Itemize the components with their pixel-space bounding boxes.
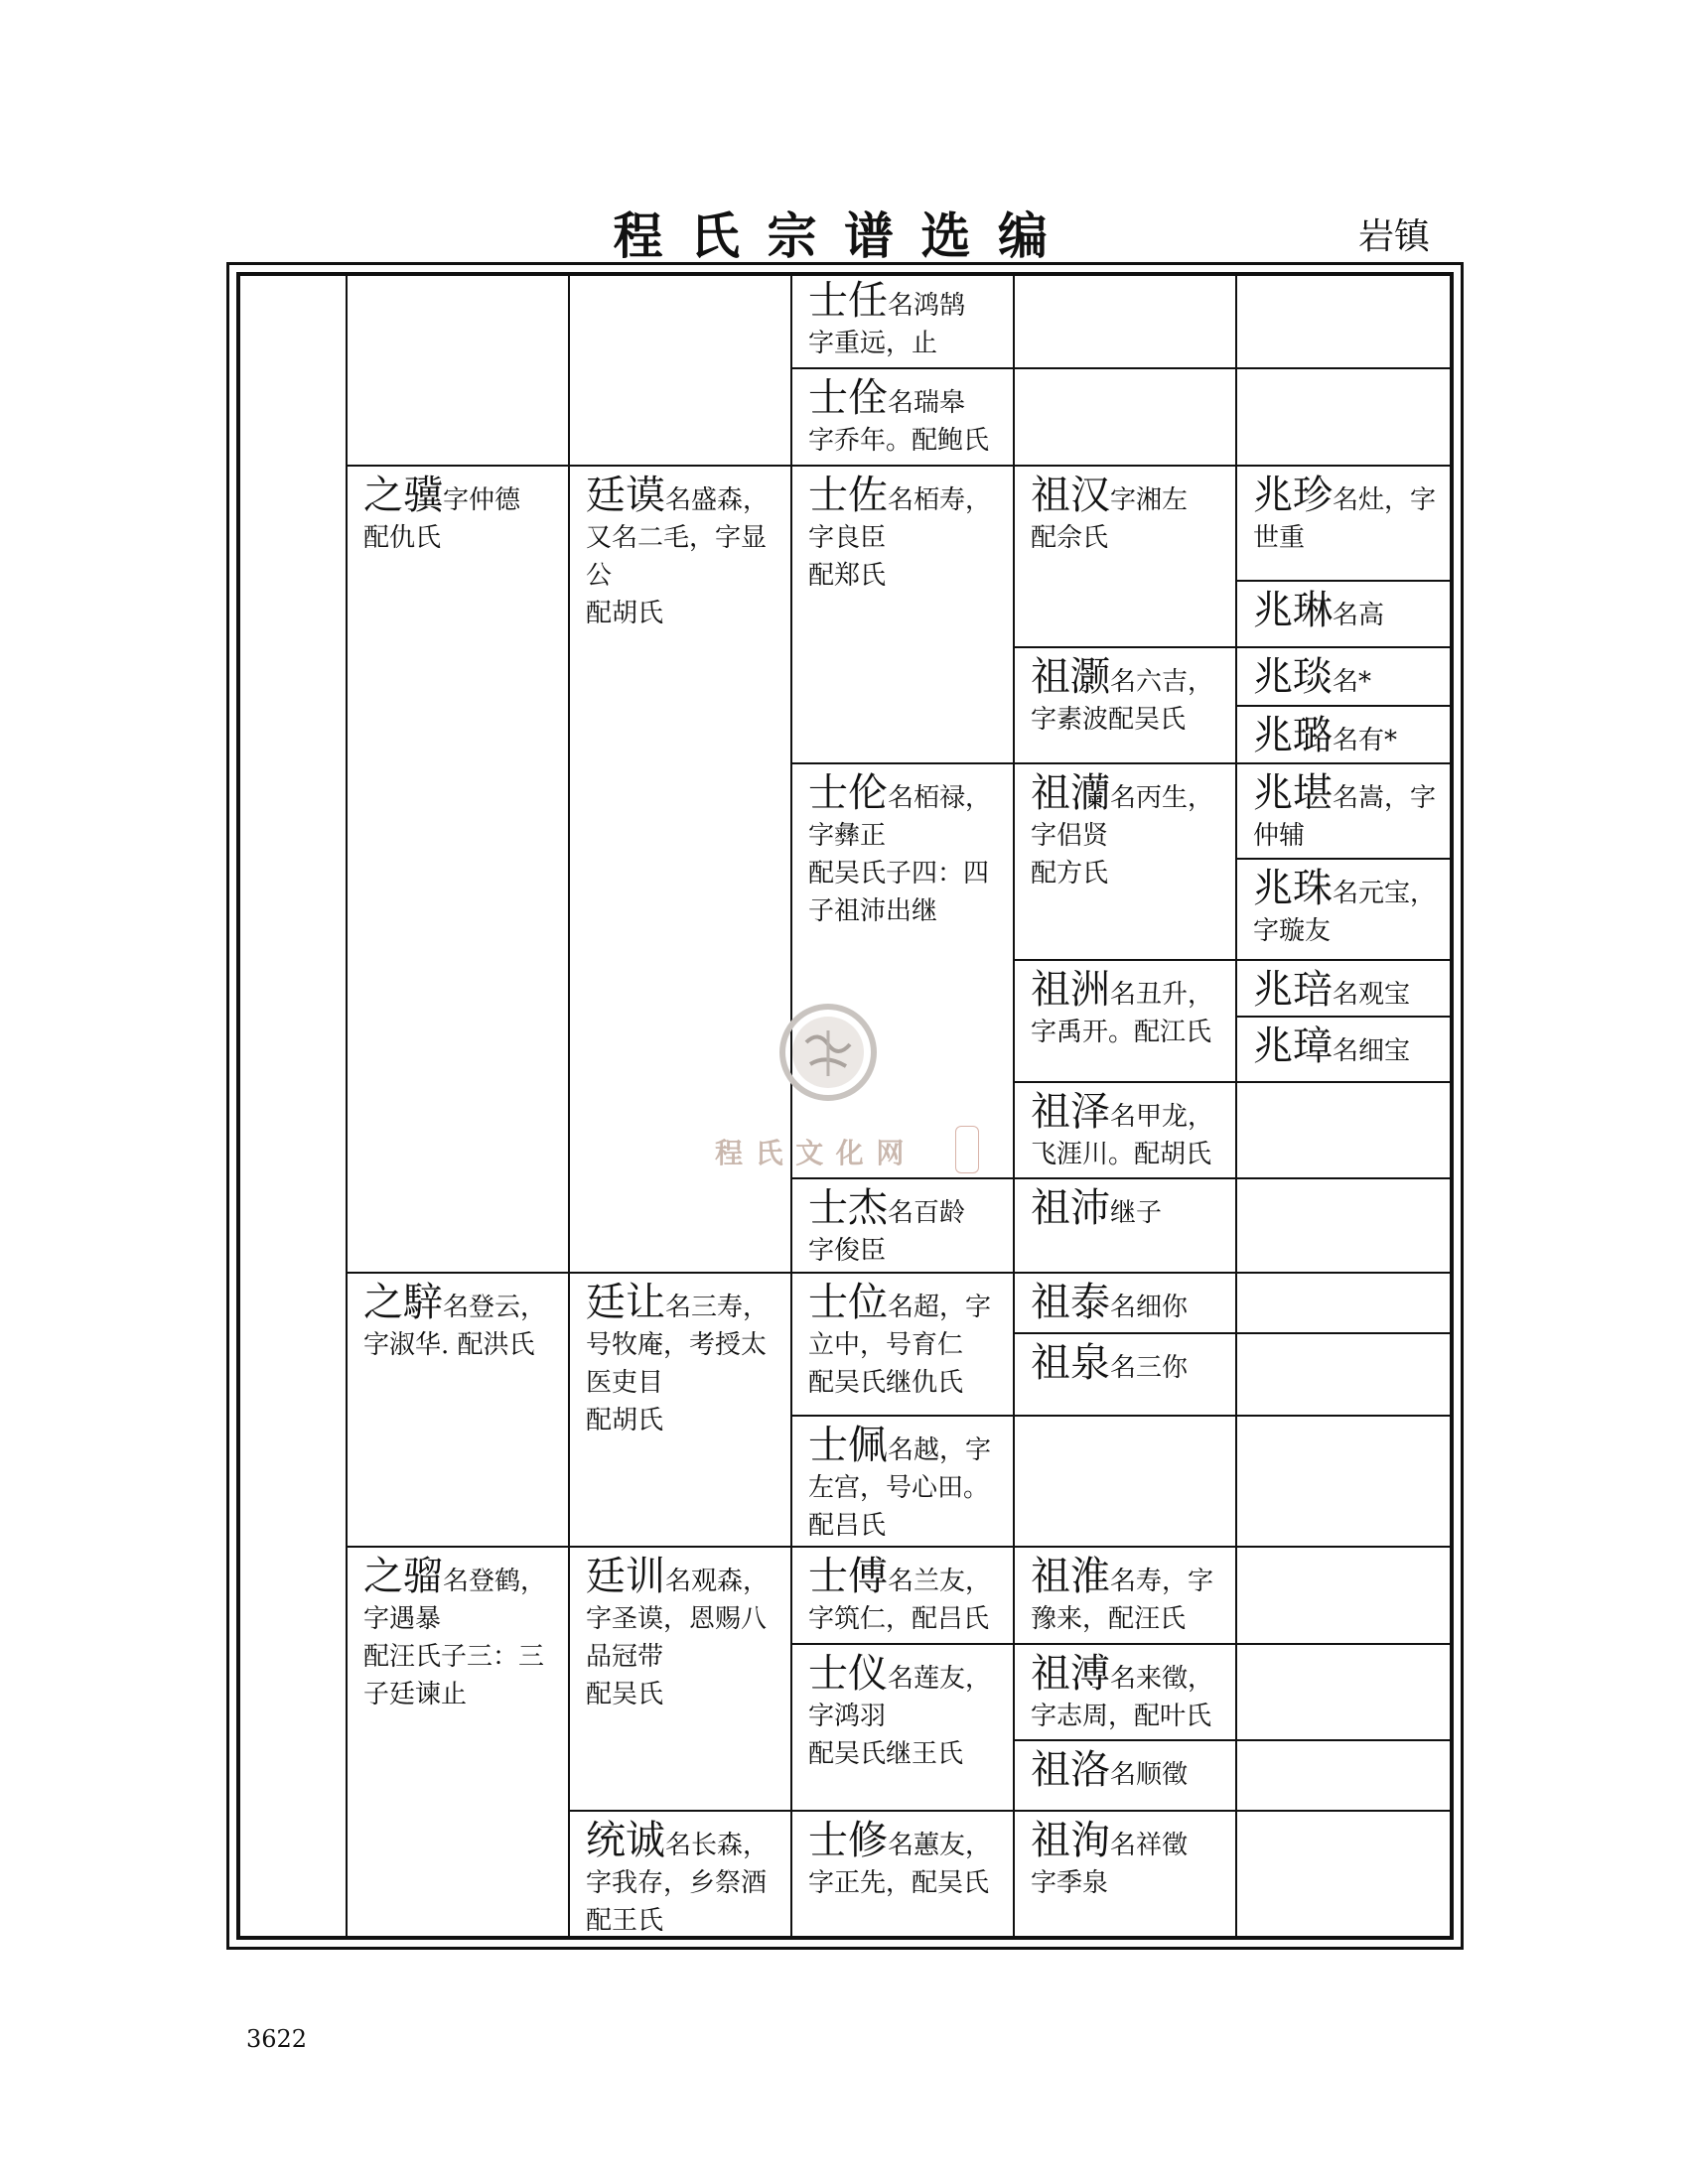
person-detail-line: 飞涯川。配胡氏 xyxy=(1031,1140,1212,1169)
entry-shixiu xyxy=(808,1818,1011,1902)
entry-first-line xyxy=(1253,654,1448,701)
entry-shiwei xyxy=(808,1280,1011,1402)
row-divider xyxy=(1013,1332,1450,1334)
entry-first-line xyxy=(586,1554,788,1600)
entry-zupei xyxy=(1031,1185,1229,1232)
entry-zuzhou xyxy=(1031,967,1229,1051)
entry-first-line xyxy=(363,473,562,519)
page-title: 程氏宗谱选编 xyxy=(613,206,1075,265)
entry-first-line xyxy=(586,473,784,519)
person-detail-line: 配吴氏继王氏 xyxy=(808,1739,964,1769)
person-detail-line: 字遇暴 xyxy=(363,1604,442,1634)
person-detail-line: 配吴氏继仇氏 xyxy=(808,1368,964,1398)
person-name: 士佩 xyxy=(808,1423,888,1468)
entry-first-line xyxy=(808,1818,1011,1864)
person-name: 统诚 xyxy=(586,1818,665,1863)
watermark-seal-icon xyxy=(776,1001,880,1104)
person-detail: 名嵩，字 xyxy=(1333,783,1437,813)
person-name: 廷训 xyxy=(586,1554,665,1599)
entry-zuze xyxy=(1031,1089,1229,1173)
person-detail-line: 配郑氏 xyxy=(808,561,887,591)
entry-first-line xyxy=(363,1280,562,1326)
person-detail: 名观宝 xyxy=(1333,980,1411,1010)
person-detail-line: 字素波配吴氏 xyxy=(1031,705,1187,735)
person-name: 士仪 xyxy=(808,1651,888,1697)
row-divider xyxy=(1013,646,1450,648)
column-divider xyxy=(1013,276,1015,1936)
person-detail: 名三寿， xyxy=(665,1293,770,1322)
person-name: 廷让 xyxy=(586,1280,665,1325)
person-name: 士修 xyxy=(808,1818,888,1863)
entry-first-line xyxy=(808,1280,1011,1326)
person-detail: 名高 xyxy=(1333,601,1385,630)
entry-first-line xyxy=(1253,866,1448,912)
person-name: 兆璐 xyxy=(1253,713,1333,758)
person-detail: 名盛森， xyxy=(665,485,770,515)
entry-first-line xyxy=(586,1280,788,1326)
person-detail-line: 医吏目 xyxy=(586,1368,664,1398)
entry-zhaolu xyxy=(1253,713,1448,759)
person-detail-line: 左宫，号心田。 xyxy=(808,1473,990,1503)
entry-shipei xyxy=(808,1423,1011,1545)
person-detail: 名栢寿， xyxy=(888,485,992,515)
person-name: 廷谟 xyxy=(586,473,665,518)
person-detail-line: 字筑仁，配吕氏 xyxy=(808,1604,990,1634)
person-detail-line: 字俊臣 xyxy=(808,1236,887,1266)
person-detail: 名百龄 xyxy=(888,1198,966,1228)
entry-zutai xyxy=(1031,1280,1229,1326)
entry-tongcheng xyxy=(586,1818,788,1940)
entry-zhiliu xyxy=(363,1554,566,1713)
person-detail-line: 子祖沛出继 xyxy=(808,896,938,926)
person-detail: 名蕙友， xyxy=(888,1831,992,1860)
person-detail-line: 配吴氏子四：四 xyxy=(808,859,990,888)
page-number: 3622 xyxy=(246,2025,308,2053)
entry-zhiji xyxy=(363,473,562,557)
person-detail-line: 配佘氏 xyxy=(1031,523,1109,553)
person-name: 之骥 xyxy=(363,473,443,518)
person-detail: 名瑞皋 xyxy=(888,388,966,418)
person-detail-line: 字侣贤 xyxy=(1031,821,1109,851)
column-divider xyxy=(568,276,570,1936)
entry-first-line xyxy=(1031,1554,1233,1600)
person-detail-line: 字乔年。配鲍氏 xyxy=(808,426,990,456)
person-detail-line: 配吕氏 xyxy=(808,1511,887,1541)
person-detail-line: 配汪氏子三：三 xyxy=(363,1642,545,1672)
row-divider xyxy=(1235,705,1450,707)
person-name: 祖洛 xyxy=(1031,1747,1110,1793)
person-name: 祖汉 xyxy=(1031,473,1110,518)
entry-zuhan xyxy=(1031,473,1229,557)
entry-first-line xyxy=(1253,473,1448,519)
entry-shilun xyxy=(808,770,1011,930)
entry-first-line xyxy=(1031,967,1229,1014)
entry-first-line xyxy=(808,375,1007,422)
column-divider xyxy=(346,276,348,1936)
entry-first-line xyxy=(1253,1024,1448,1070)
person-name: 兆堪 xyxy=(1253,770,1333,816)
person-detail: 名丙生， xyxy=(1110,783,1214,813)
person-detail: 名超，字 xyxy=(888,1293,992,1322)
person-detail-line: 仲辅 xyxy=(1253,821,1306,851)
row-divider xyxy=(790,367,1450,369)
person-name: 祖洵 xyxy=(1031,1818,1110,1863)
person-detail: 名来徵， xyxy=(1110,1664,1214,1694)
entry-first-line xyxy=(808,770,1011,817)
person-detail-line: 配胡氏 xyxy=(586,1406,664,1435)
entry-first-line xyxy=(363,1554,566,1600)
person-name: 士佺 xyxy=(808,375,888,421)
entry-first-line xyxy=(1031,1089,1229,1136)
person-name: 士佐 xyxy=(808,473,888,518)
entry-first-line xyxy=(808,278,1007,325)
entry-zhaozhu xyxy=(1253,866,1448,950)
entry-zhaozhang xyxy=(1253,1024,1448,1070)
region-label: 岩镇 xyxy=(1358,216,1431,257)
person-detail-line: 立中，号育仁 xyxy=(808,1330,964,1360)
entry-first-line xyxy=(1031,1280,1229,1326)
person-name: 兆琣 xyxy=(1253,967,1333,1013)
entry-first-line xyxy=(1031,770,1229,817)
entry-tingxun xyxy=(586,1554,788,1713)
person-detail: 名丑升， xyxy=(1110,980,1214,1010)
entry-first-line xyxy=(1253,967,1448,1014)
person-detail: 名细你 xyxy=(1110,1293,1189,1322)
entry-zuxun xyxy=(1031,1818,1233,1902)
entry-first-line xyxy=(1031,1185,1229,1232)
person-name: 士傅 xyxy=(808,1554,888,1599)
entry-zupu xyxy=(1031,1651,1233,1735)
person-name: 兆琳 xyxy=(1253,588,1333,633)
person-detail-line: 世重 xyxy=(1253,523,1306,553)
person-detail: 名祥徵 xyxy=(1110,1831,1189,1860)
entry-first-line xyxy=(1031,1747,1233,1794)
entry-shizuo xyxy=(808,473,1007,595)
entry-zhaolin xyxy=(1253,588,1448,634)
row-divider xyxy=(790,762,1450,764)
person-name: 祖沛 xyxy=(1031,1185,1110,1231)
person-detail-line: 字禹开。配江氏 xyxy=(1031,1018,1212,1047)
person-name: 士任 xyxy=(808,278,888,324)
person-detail-line: 字良臣 xyxy=(808,523,887,553)
person-name: 兆琰 xyxy=(1253,654,1333,700)
entry-first-line xyxy=(1031,1651,1233,1698)
row-divider xyxy=(346,1546,1450,1548)
entry-first-line xyxy=(808,1554,1011,1600)
person-detail-line: 配吴氏 xyxy=(586,1680,664,1709)
person-detail: 名观森， xyxy=(665,1567,770,1596)
person-detail-line: 配仇氏 xyxy=(363,523,442,553)
entry-first-line xyxy=(808,1651,1011,1698)
person-detail-line: 字我存，乡祭酒 xyxy=(586,1868,768,1898)
person-detail: 名六吉， xyxy=(1110,667,1214,697)
entry-shiren xyxy=(808,278,1007,362)
entry-tingrang xyxy=(586,1280,788,1439)
entry-zhaokan xyxy=(1253,770,1448,855)
row-divider xyxy=(1235,858,1450,860)
row-divider xyxy=(346,1272,1450,1274)
row-divider xyxy=(346,465,1450,467)
person-detail: 名灶，字 xyxy=(1333,485,1437,515)
person-name: 兆珠 xyxy=(1253,866,1333,911)
person-detail-line: 字重远，止 xyxy=(808,329,938,358)
entry-shiquan xyxy=(808,375,1007,460)
person-detail: 字湘左 xyxy=(1110,485,1189,515)
person-detail: 名栢禄， xyxy=(888,783,992,813)
person-detail-line: 字彝正 xyxy=(808,821,887,851)
entry-tingmo xyxy=(586,473,784,632)
person-detail-line: 又名二毛，字显 xyxy=(586,523,768,553)
row-divider xyxy=(568,1810,1450,1812)
person-detail: 名登鹤， xyxy=(443,1567,547,1596)
row-divider xyxy=(790,1643,1450,1645)
person-name: 之騂 xyxy=(363,1280,443,1325)
person-detail: 名登云， xyxy=(443,1293,547,1322)
person-detail-line: 品冠带 xyxy=(586,1642,664,1672)
person-name: 士杰 xyxy=(808,1185,888,1231)
person-detail: 字仲德 xyxy=(443,485,521,515)
person-detail-line: 字正先，配吴氏 xyxy=(808,1868,990,1898)
person-detail: 名元宝， xyxy=(1333,879,1437,908)
row-divider xyxy=(790,1415,1450,1417)
person-name: 兆珍 xyxy=(1253,473,1333,518)
person-detail-line: 字鸿羽 xyxy=(808,1702,887,1731)
entry-first-line xyxy=(1031,1340,1229,1387)
entry-zuhuai xyxy=(1031,1554,1233,1638)
person-detail: 名甲龙， xyxy=(1110,1102,1214,1132)
person-name: 之骝 xyxy=(363,1554,443,1599)
entry-shijie xyxy=(808,1185,1007,1270)
person-detail-line: 字璇友 xyxy=(1253,916,1332,946)
person-detail-line: 子廷谏止 xyxy=(363,1680,468,1709)
row-divider xyxy=(1013,1081,1450,1083)
entry-zhihua xyxy=(363,1280,562,1364)
column-divider xyxy=(790,276,792,1936)
person-detail: 名细宝 xyxy=(1333,1036,1411,1066)
person-name: 祖溥 xyxy=(1031,1651,1110,1697)
person-detail-line: 号牧庵，考授太 xyxy=(586,1330,768,1360)
person-detail-line: 字季泉 xyxy=(1031,1868,1109,1898)
person-name: 祖泉 xyxy=(1031,1340,1110,1386)
person-detail-line: 字淑华. 配洪氏 xyxy=(363,1330,535,1360)
person-name: 祖灏 xyxy=(1031,654,1110,700)
entry-zhaozhen xyxy=(1253,473,1448,557)
watermark-text: 程氏文化网 xyxy=(715,1137,917,1169)
entry-first-line xyxy=(1031,1818,1233,1864)
person-name: 祖泰 xyxy=(1031,1280,1110,1325)
entry-zuluo xyxy=(1031,1747,1233,1794)
person-detail: 名顺徵 xyxy=(1110,1760,1189,1790)
entry-first-line xyxy=(586,1818,788,1864)
row-divider xyxy=(1235,1016,1450,1018)
person-detail: 名长森， xyxy=(665,1831,770,1860)
entry-shifu xyxy=(808,1554,1011,1638)
entry-first-line xyxy=(1031,473,1229,519)
entry-zuyuan xyxy=(1031,770,1229,892)
entry-zhaotan xyxy=(1253,654,1448,701)
watermark-chop-icon xyxy=(955,1126,979,1173)
person-detail: 名越，字 xyxy=(888,1435,992,1465)
person-name: 祖泽 xyxy=(1031,1089,1110,1135)
person-name: 兆璋 xyxy=(1253,1024,1333,1069)
person-detail: 名鸿鹄 xyxy=(888,291,966,321)
person-detail: 名兰友， xyxy=(888,1567,992,1596)
person-detail: 名莲友， xyxy=(888,1664,992,1694)
entry-first-line xyxy=(1031,654,1229,701)
person-detail-line: 配胡氏 xyxy=(586,599,664,628)
row-divider xyxy=(1013,959,1450,961)
person-name: 祖洲 xyxy=(1031,967,1110,1013)
person-detail: 名有* xyxy=(1333,726,1398,755)
person-detail-line: 字志周，配叶氏 xyxy=(1031,1702,1212,1731)
row-divider xyxy=(1013,1739,1450,1741)
person-detail-line: 配王氏 xyxy=(586,1906,664,1936)
column-divider xyxy=(1235,276,1237,1936)
person-name: 士伦 xyxy=(808,770,888,816)
person-detail-line: 字圣谟，恩赐八 xyxy=(586,1604,768,1634)
person-name: 士位 xyxy=(808,1280,888,1325)
entry-first-line xyxy=(1253,588,1448,634)
person-detail: 名三你 xyxy=(1110,1353,1189,1383)
entry-zuquan xyxy=(1031,1340,1229,1387)
person-detail: 继子 xyxy=(1110,1198,1163,1228)
entry-first-line xyxy=(808,1423,1011,1469)
entry-first-line xyxy=(808,473,1007,519)
row-divider xyxy=(1235,580,1450,582)
person-detail: 名寿，字 xyxy=(1110,1567,1214,1596)
person-name: 祖淮 xyxy=(1031,1554,1110,1599)
entry-first-line xyxy=(1253,713,1448,759)
person-detail-line: 豫来，配汪氏 xyxy=(1031,1604,1187,1634)
person-detail-line: 公 xyxy=(586,561,613,591)
entry-zuhao xyxy=(1031,654,1229,739)
entry-shiyi xyxy=(808,1651,1011,1773)
person-detail: 名* xyxy=(1333,667,1372,697)
entry-zhaobang xyxy=(1253,967,1448,1014)
entry-first-line xyxy=(808,1185,1007,1232)
person-detail-line: 配方氏 xyxy=(1031,859,1109,888)
row-divider xyxy=(790,1177,1450,1179)
person-name: 祖灡 xyxy=(1031,770,1110,816)
entry-first-line xyxy=(1253,770,1448,817)
